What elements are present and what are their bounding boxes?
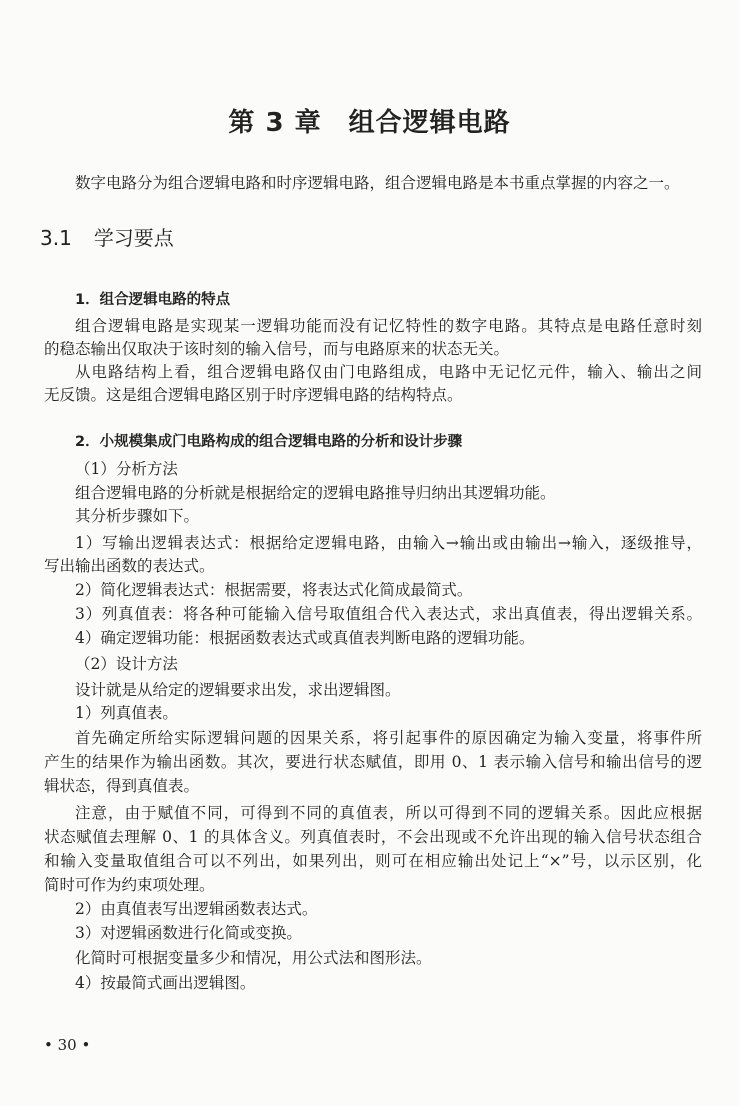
text-line: 4）按最简式画出逻辑图。 xyxy=(75,974,256,992)
text-line: 1）列真值表。 xyxy=(75,704,178,722)
text-line: 设计就是从给定的逻辑要求出发，求出逻辑图。 xyxy=(75,681,401,699)
text-line: 和输入变量取值组合可以不列出，如果列出，则可在相应输出处记上“×”号，以示区别，化 xyxy=(44,852,702,870)
text-line: 产生的结果作为输出函数。其次，要进行状态赋值，即用 0、1 表示输入信号和输出信号的逻 xyxy=(44,753,702,771)
text-line: 从电路结构上看，组合逻辑电路仅由门电路组成，电路中无记忆元件，输入、输出之间 xyxy=(75,363,702,381)
text-line: 的稳态输出仅取决于该时刻的输入信号，而与电路原来的状态无关。 xyxy=(44,340,510,358)
intro-paragraph: 数字电路分为组合逻辑电路和时序逻辑电路，组合逻辑电路是本书重点掌握的内容之一。 xyxy=(75,174,680,192)
chapter-title: 第 3 章 组合逻辑电路 xyxy=(228,108,511,138)
text-line: （2）设计方法 xyxy=(75,655,178,673)
text-line: 化简时可根据变量多少和情况，用公式法和图形法。 xyxy=(75,949,432,967)
text-line: 写出输出函数的表达式。 xyxy=(44,557,215,575)
text-line: 无反馈。这是组合逻辑电路区别于时序逻辑电路的结构特点。 xyxy=(44,386,463,404)
text-line: 4）确定逻辑功能：根据函数表达式或真值表判断电路的逻辑功能。 xyxy=(75,629,535,647)
text-line: 组合逻辑电路的分析就是根据给定的逻辑电路推导归纳出其逻辑功能。 xyxy=(75,484,556,502)
section-title: 学习要点 xyxy=(93,226,174,250)
text-line: 其分析步骤如下。 xyxy=(75,507,200,525)
text-line: 注意，由于赋值不同，可得到不同的真值表，所以可得到不同的逻辑关系。因此应根据 xyxy=(75,804,702,822)
text-line: （1）分析方法 xyxy=(75,460,178,478)
text-line: 1）写输出逻辑表达式：根据给定逻辑电路，由输入→输出或由输出→输入，逐级推导， xyxy=(75,534,702,552)
text-line: 状态赋值去理解 0、1 的具体含义。列真值表时，不会出现或不允许出现的输入信号状态组合 xyxy=(44,828,702,846)
subheading: 2．小规模集成门电路构成的组合逻辑电路的分析和设计步骤 xyxy=(75,434,463,450)
text-line: 2）简化逻辑表达式：根据需要，将表达式化简成最简式。 xyxy=(75,581,473,599)
text-line: 辑状态，得到真值表。 xyxy=(44,777,200,795)
text-line: 2）由真值表写出逻辑函数表达式。 xyxy=(75,900,318,918)
page-number: • 30 • xyxy=(44,1036,91,1054)
text-line: 3）列真值表：将各种可能输入信号取值组合代入表达式，求出真值表，得出逻辑关系。 xyxy=(75,605,702,623)
subheading: 1．组合逻辑电路的特点 xyxy=(75,292,231,308)
text-line: 3）对逻辑函数进行化简或变换。 xyxy=(75,924,302,942)
text-line: 简时可作为约束项处理。 xyxy=(44,876,215,894)
text-line: 组合逻辑电路是实现某一逻辑功能而没有记忆特性的数字电路。其特点是电路任意时刻 xyxy=(75,317,702,335)
section-heading xyxy=(40,222,196,251)
text-line: 首先确定所给实际逻辑问题的因果关系，将引起事件的原因确定为输入变量，将事件所 xyxy=(75,729,702,747)
section-number: 3.1 xyxy=(40,226,72,250)
